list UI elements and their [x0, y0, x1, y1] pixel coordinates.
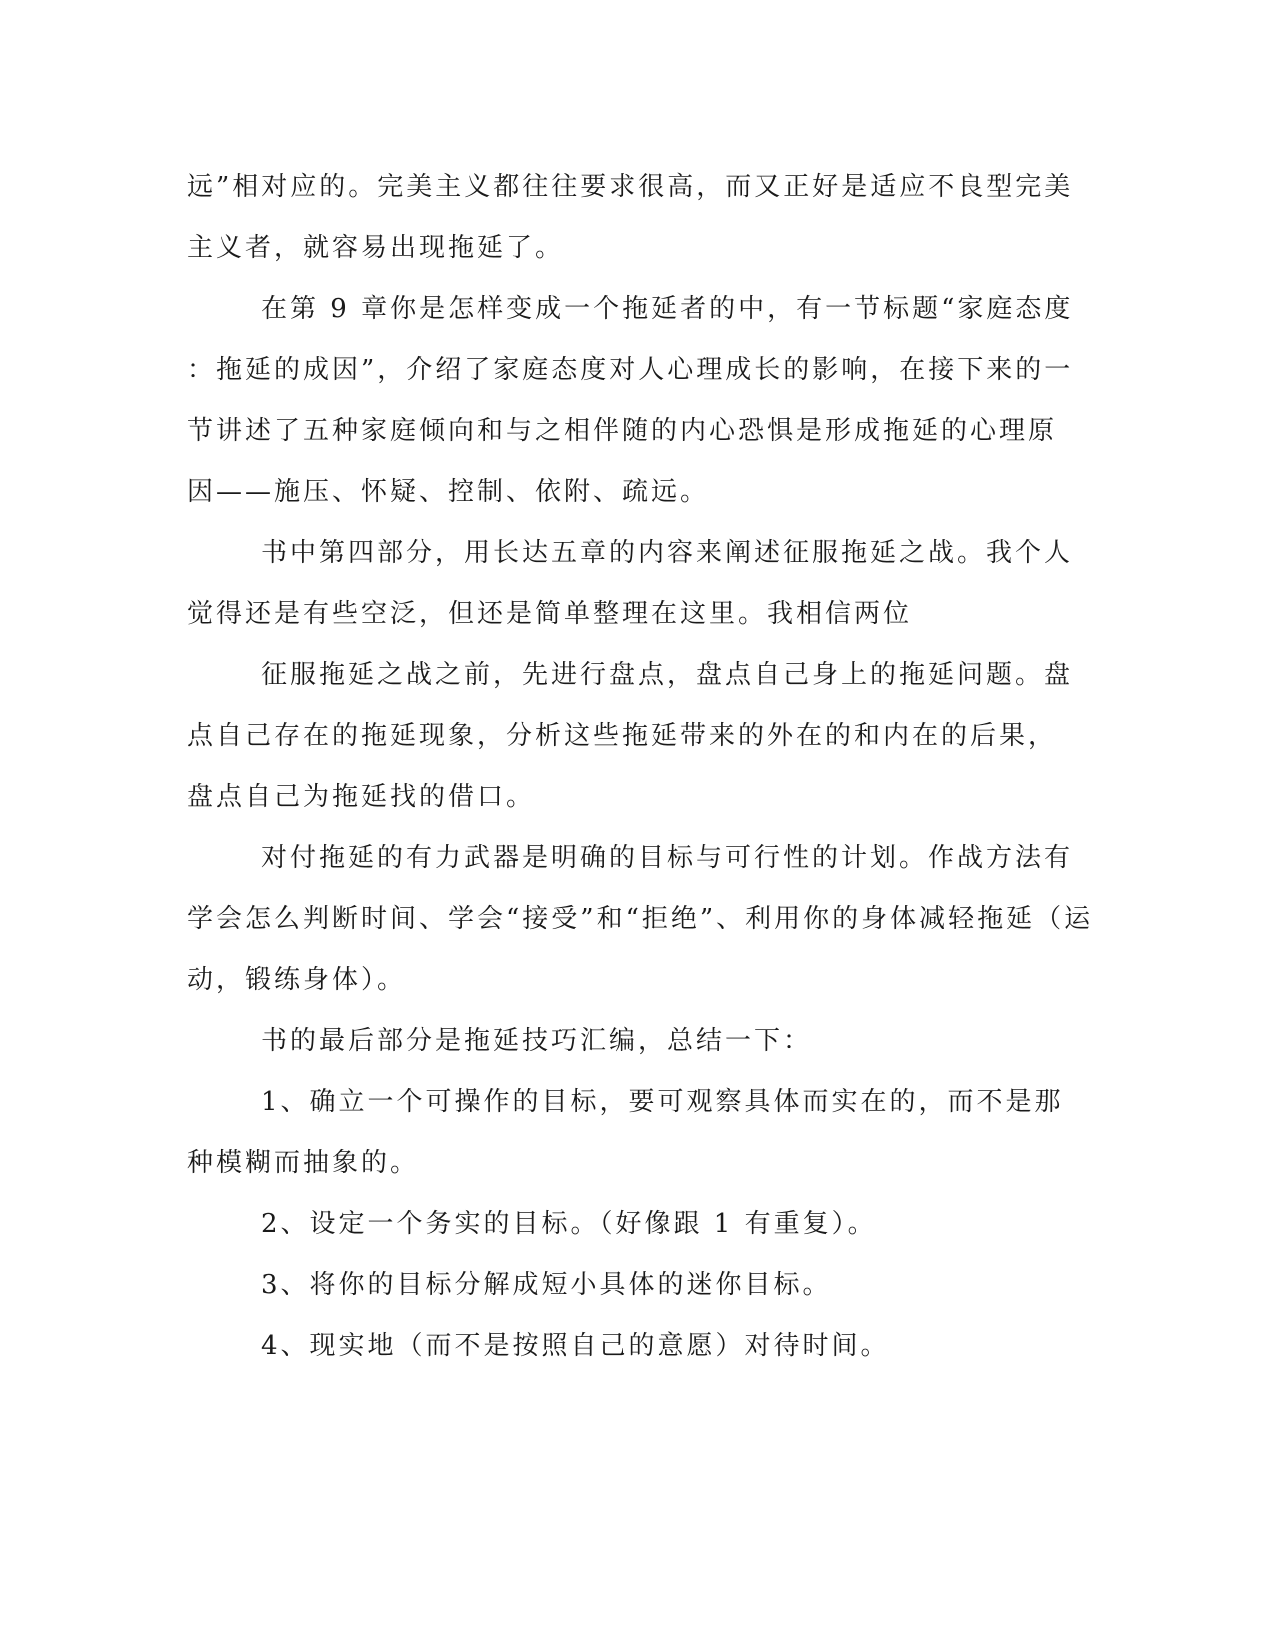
text-line: 学会怎么判断时间、学会“接受”和“拒绝”、利用你的身体减轻拖延（运	[187, 904, 1094, 934]
text-line: 盘点自己为拖延找的借口。	[187, 782, 536, 812]
paragraph-start-line: 在第 9 章你是怎样变成一个拖延者的中，有一节标题“家庭态度	[261, 294, 1074, 324]
list-item-line: 3、将你的目标分解成短小具体的迷你目标。	[261, 1270, 832, 1300]
list-item-line: 2、设定一个务实的目标。（好像跟 1 有重复）。	[261, 1209, 877, 1239]
paragraph-start-line: 书中第四部分，用长达五章的内容来阐述征服拖延之战。我个人	[261, 538, 1074, 568]
text-line: 远”相对应的。完美主义都往往要求很高，而又正好是适应不良型完美	[187, 172, 1074, 202]
paragraph-start-line: 书的最后部分是拖延技巧汇编，总结一下：	[261, 1026, 813, 1056]
list-item-line: 4、现实地（而不是按照自己的意愿）对待时间。	[261, 1331, 890, 1361]
text-line: 节讲述了五种家庭倾向和与之相伴随的内心恐惧是形成拖延的心理原	[187, 416, 1058, 446]
text-line: 主义者，就容易出现拖延了。	[187, 233, 565, 263]
text-line: 种模糊而抽象的。	[187, 1148, 420, 1178]
paragraph-start-line: 征服拖延之战之前，先进行盘点，盘点自己身上的拖延问题。盘	[261, 660, 1074, 690]
text-line: 因——施压、怀疑、控制、依附、疏远。	[187, 477, 710, 507]
document-body	[187, 157, 1094, 1377]
text-line: 觉得还是有些空泛，但还是简单整理在这里。我相信两位	[187, 599, 913, 629]
text-line: 动，锻练身体）。	[187, 965, 407, 995]
text-line: 点自己存在的拖延现象，分析这些拖延带来的外在的和内在的后果，	[187, 721, 1058, 751]
paragraph-start-line: 对付拖延的有力武器是明确的目标与可行性的计划。作战方法有	[261, 843, 1074, 873]
list-item-line: 1、确立一个可操作的目标，要可观察具体而实在的，而不是那	[261, 1087, 1064, 1117]
text-line: ：拖延的成因”，介绍了家庭态度对人心理成长的影响，在接下来的一	[187, 355, 1074, 385]
